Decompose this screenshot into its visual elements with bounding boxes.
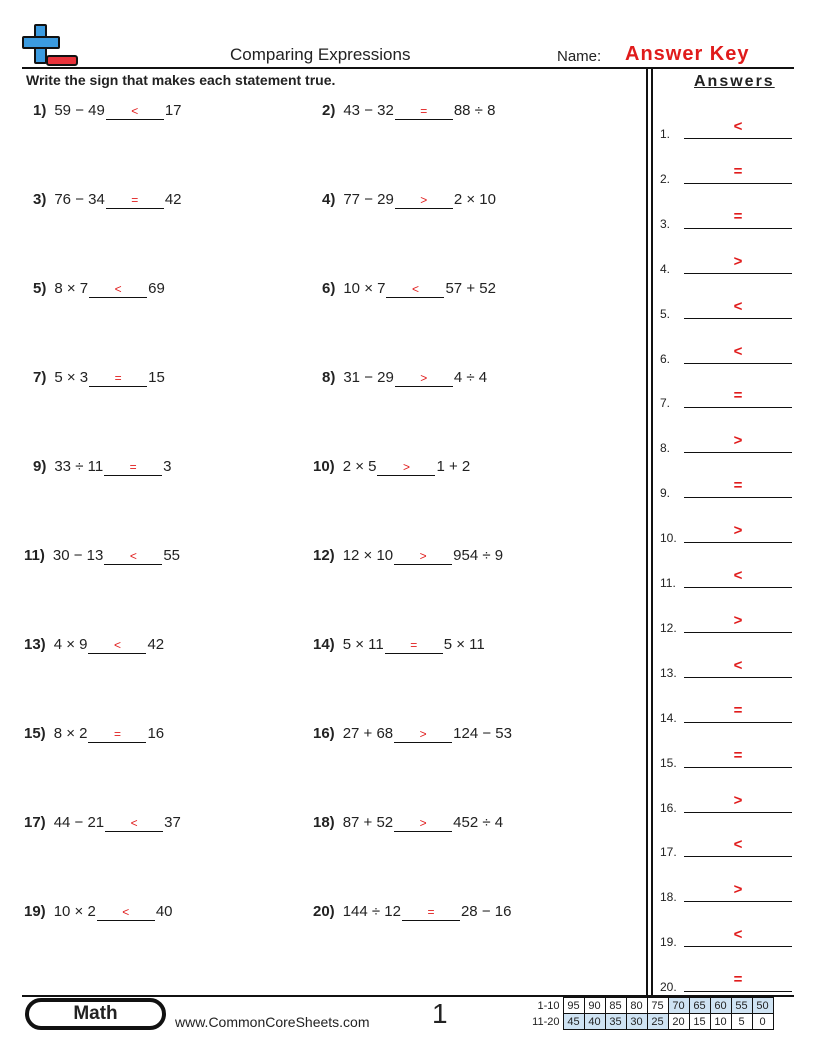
answer-blank[interactable]: > <box>394 816 452 832</box>
answer-blank[interactable]: > <box>394 727 452 743</box>
score-cell: 35 <box>605 1014 626 1030</box>
problem-left-expression: 10 × 7 <box>343 280 386 297</box>
problem-right-expression: 452 ÷ 4 <box>453 814 504 831</box>
problem-item <box>322 279 496 299</box>
problem-number: 7) <box>33 369 47 386</box>
score-cell: 0 <box>752 1014 773 1030</box>
problem-right-expression: 40 <box>155 903 173 920</box>
answers-heading: Answers <box>694 73 775 90</box>
logo-plus-minus-icon <box>22 24 80 68</box>
answer-line[interactable] <box>684 856 792 857</box>
answer-line[interactable] <box>684 497 792 498</box>
answer-value: > <box>733 522 743 540</box>
problem-left-expression: 8 × 7 <box>54 280 89 297</box>
problem-left-expression: 77 − 29 <box>343 191 394 208</box>
answer-number: 17. <box>660 845 677 860</box>
answer-row <box>660 701 795 725</box>
score-cell: 30 <box>626 1014 647 1030</box>
problem-item <box>313 724 512 744</box>
answer-line[interactable] <box>684 901 792 902</box>
answer-column-divider-inner <box>651 69 653 995</box>
answer-value: < <box>733 656 743 674</box>
answer-row <box>660 971 795 995</box>
problem-number: 1) <box>33 102 47 119</box>
answer-row <box>660 611 795 635</box>
page-number: 1 <box>432 998 448 1029</box>
answer-number: 7. <box>660 396 671 411</box>
score-cell: 75 <box>647 998 668 1014</box>
score-table <box>527 997 774 1030</box>
answer-line[interactable] <box>684 991 792 992</box>
score-row <box>527 998 773 1014</box>
answer-line[interactable] <box>684 542 792 543</box>
answer-value: < <box>733 926 743 944</box>
answer-blank[interactable]: < <box>106 104 164 120</box>
answer-value: > <box>733 432 743 450</box>
answer-blank[interactable]: < <box>88 638 146 654</box>
score-cell: 80 <box>626 998 647 1014</box>
answer-number: 3. <box>660 216 671 231</box>
answer-line[interactable] <box>684 228 792 229</box>
answer-blank[interactable]: < <box>104 549 162 565</box>
problem-item <box>313 635 485 655</box>
answer-value: > <box>733 611 743 629</box>
answer-key-label: Answer Key <box>625 43 750 65</box>
answer-value: > <box>733 791 743 809</box>
problem-right-expression: 5 × 11 <box>443 636 485 653</box>
problem-number: 6) <box>322 280 336 297</box>
answer-value: = <box>733 746 743 764</box>
answer-blank[interactable]: > <box>395 371 453 387</box>
answer-row <box>660 387 795 411</box>
answer-row <box>660 432 795 456</box>
score-row-label: 1-10 <box>537 999 560 1012</box>
problem-left-expression: 4 × 9 <box>53 636 88 653</box>
answer-value: = <box>733 971 743 989</box>
answer-number: 15. <box>660 755 677 770</box>
answer-row <box>660 881 795 905</box>
answer-blank[interactable]: < <box>105 816 163 832</box>
problem-left-expression: 31 − 29 <box>343 369 394 386</box>
answer-value: = <box>733 207 743 225</box>
score-cell: 55 <box>731 998 752 1014</box>
answer-row <box>660 252 795 276</box>
score-cell: 40 <box>584 1014 605 1030</box>
problem-right-expression: 28 − 16 <box>460 903 512 920</box>
score-cell: 5 <box>731 1014 752 1030</box>
answer-blank[interactable]: = <box>104 460 162 476</box>
problem-left-expression: 76 − 34 <box>54 191 105 208</box>
worksheet-title: Comparing Expressions <box>230 45 411 64</box>
problem-right-expression: 2 × 10 <box>453 191 496 208</box>
problem-left-expression: 87 + 52 <box>342 814 394 831</box>
answer-number: 16. <box>660 800 677 815</box>
problem-left-expression: 2 × 5 <box>342 458 377 475</box>
answer-line[interactable] <box>684 138 792 139</box>
problem-right-expression: 69 <box>148 280 165 297</box>
problem-right-expression: 17 <box>164 102 182 119</box>
problem-item <box>322 101 495 121</box>
problem-item <box>33 368 165 388</box>
problem-left-expression: 5 × 11 <box>342 636 384 653</box>
answer-number: 12. <box>660 620 677 635</box>
problem-right-expression: 16 <box>147 725 165 742</box>
answer-blank[interactable]: < <box>97 905 155 921</box>
answer-value: < <box>733 567 743 584</box>
score-cell: 70 <box>668 998 689 1014</box>
problem-left-expression: 43 − 32 <box>343 102 394 119</box>
answer-row <box>660 118 795 141</box>
answer-line[interactable] <box>684 587 792 588</box>
problem-number: 4) <box>322 191 336 208</box>
problem-left-expression: 33 ÷ 11 <box>54 458 104 475</box>
answer-value: = <box>733 701 743 719</box>
problem-left-expression: 10 × 2 <box>53 903 96 920</box>
answer-line[interactable] <box>684 946 792 947</box>
problem-item <box>33 190 182 210</box>
score-cell: 85 <box>605 998 626 1014</box>
problem-right-expression: 88 ÷ 8 <box>453 102 496 119</box>
answer-value: > <box>733 252 743 270</box>
problem-left-expression: 30 − 13 <box>52 547 104 564</box>
problem-number: 8) <box>322 369 336 386</box>
problem-number: 10) <box>313 458 335 475</box>
problem-number: 5) <box>33 280 47 297</box>
problem-right-expression: 55 <box>163 547 181 564</box>
problem-item <box>33 457 172 477</box>
instructions: Write the sign that makes each statement true. <box>26 72 336 88</box>
problem-left-expression: 8 × 2 <box>53 725 88 742</box>
problem-item <box>313 457 470 477</box>
answer-row <box>660 746 795 770</box>
answer-line[interactable] <box>684 632 792 633</box>
score-cell: 90 <box>584 998 605 1014</box>
answer-blank[interactable]: > <box>394 549 452 565</box>
problem-item <box>322 368 487 388</box>
problem-item <box>24 902 173 922</box>
problem-left-expression: 144 ÷ 12 <box>342 903 401 920</box>
answer-blank[interactable]: = <box>395 104 453 120</box>
answer-number: 13. <box>660 665 677 680</box>
problem-left-expression: 27 + 68 <box>342 725 394 742</box>
problem-item <box>24 635 164 655</box>
problem-left-expression: 44 − 21 <box>53 814 105 831</box>
problem-item <box>24 546 180 566</box>
answer-blank[interactable]: = <box>106 193 164 209</box>
problem-number: 20) <box>313 903 335 920</box>
answer-line[interactable] <box>684 722 792 723</box>
score-cell: 95 <box>563 998 584 1014</box>
answer-line[interactable] <box>684 452 792 453</box>
answer-number: 18. <box>660 890 677 905</box>
answer-row <box>660 162 795 186</box>
answer-row <box>660 926 795 950</box>
score-cell: 25 <box>647 1014 668 1030</box>
problem-right-expression: 3 <box>163 458 172 475</box>
problem-number: 9) <box>33 458 47 475</box>
answer-value: < <box>733 118 743 135</box>
answer-line[interactable] <box>684 407 792 408</box>
problem-right-expression: 124 − 53 <box>453 725 512 742</box>
answer-value: > <box>733 881 743 899</box>
answer-row <box>660 342 795 366</box>
answer-value: < <box>733 836 743 854</box>
problem-number: 17) <box>24 814 46 831</box>
website-link: www.CommonCoreSheets.com <box>175 1014 370 1030</box>
problem-number: 14) <box>313 636 335 653</box>
answer-row <box>660 297 795 321</box>
problem-item <box>33 101 182 121</box>
answer-column-divider <box>646 69 648 995</box>
problem-right-expression: 954 ÷ 9 <box>453 547 504 564</box>
score-row-label: 11-20 <box>532 1015 560 1028</box>
problem-number: 16) <box>313 725 335 742</box>
answer-number: 2. <box>660 171 671 186</box>
score-cell: 15 <box>689 1014 710 1030</box>
problem-number: 18) <box>313 814 335 831</box>
answer-line[interactable] <box>684 183 792 184</box>
answer-blank[interactable]: > <box>377 460 435 476</box>
answer-blank[interactable]: = <box>88 727 146 743</box>
problem-item <box>313 902 511 922</box>
problem-number: 11) <box>24 547 45 564</box>
answer-line[interactable] <box>684 677 792 678</box>
problem-number: 3) <box>33 191 47 208</box>
problem-right-expression: 57 + 52 <box>445 280 496 297</box>
problem-number: 15) <box>24 725 46 742</box>
answer-row <box>660 791 795 815</box>
answer-value: < <box>733 342 743 360</box>
problem-right-expression: 37 <box>164 814 181 831</box>
answer-blank[interactable]: > <box>395 193 453 209</box>
problem-left-expression: 12 × 10 <box>342 547 394 564</box>
score-cell: 50 <box>752 998 773 1014</box>
answer-line[interactable] <box>684 812 792 813</box>
answer-number: 10. <box>660 531 677 546</box>
header-divider <box>22 67 794 69</box>
answer-line[interactable] <box>684 273 792 274</box>
answer-value: = <box>733 387 743 405</box>
problem-right-expression: 42 <box>164 191 182 208</box>
answer-line[interactable] <box>684 767 792 768</box>
answer-number: 20. <box>660 980 677 995</box>
answer-row <box>660 207 795 231</box>
answer-blank[interactable]: < <box>89 282 147 298</box>
answer-number: 6. <box>660 351 671 366</box>
answer-value: = <box>733 162 743 180</box>
problem-number: 12) <box>313 547 335 564</box>
problem-item <box>33 279 165 299</box>
problem-number: 13) <box>24 636 46 653</box>
answer-blank[interactable]: = <box>385 638 443 654</box>
answer-value: = <box>733 477 743 495</box>
answer-value: < <box>733 297 743 315</box>
answer-row <box>660 656 795 680</box>
answer-number: 9. <box>660 486 671 501</box>
answer-number: 5. <box>660 306 671 321</box>
answer-number: 19. <box>660 935 677 950</box>
answer-row <box>660 567 795 590</box>
score-cell: 60 <box>710 998 731 1014</box>
answer-row <box>660 522 795 546</box>
answer-blank[interactable]: = <box>402 905 460 921</box>
subject-badge: Math <box>25 998 166 1030</box>
problem-number: 19) <box>24 903 46 920</box>
answer-number: 14. <box>660 710 677 725</box>
problem-right-expression: 15 <box>148 369 165 386</box>
problem-right-expression: 42 <box>147 636 165 653</box>
name-label: Name: <box>557 48 602 65</box>
answer-row <box>660 836 795 860</box>
answer-number: 4. <box>660 261 671 276</box>
problem-left-expression: 59 − 49 <box>54 102 105 119</box>
problem-item <box>313 546 503 566</box>
answer-number: 1. <box>660 127 671 141</box>
score-cell: 65 <box>689 998 710 1014</box>
problem-right-expression: 1 + 2 <box>436 458 471 475</box>
problem-item <box>313 813 503 833</box>
problem-item <box>24 813 181 833</box>
score-row <box>527 1014 773 1030</box>
answer-blank[interactable]: < <box>386 282 444 298</box>
problem-item <box>322 190 496 210</box>
answer-row <box>660 477 795 501</box>
problem-number: 2) <box>322 102 336 119</box>
answer-number: 8. <box>660 441 671 456</box>
answer-blank[interactable]: = <box>89 371 147 387</box>
answer-line[interactable] <box>684 318 792 319</box>
answer-number: 11. <box>660 576 676 590</box>
score-cell: 10 <box>710 1014 731 1030</box>
score-cell: 45 <box>563 1014 584 1030</box>
problem-right-expression: 4 ÷ 4 <box>453 369 488 386</box>
problem-item <box>24 724 164 744</box>
score-cell: 20 <box>668 1014 689 1030</box>
problem-left-expression: 5 × 3 <box>54 369 89 386</box>
answer-line[interactable] <box>684 363 792 364</box>
